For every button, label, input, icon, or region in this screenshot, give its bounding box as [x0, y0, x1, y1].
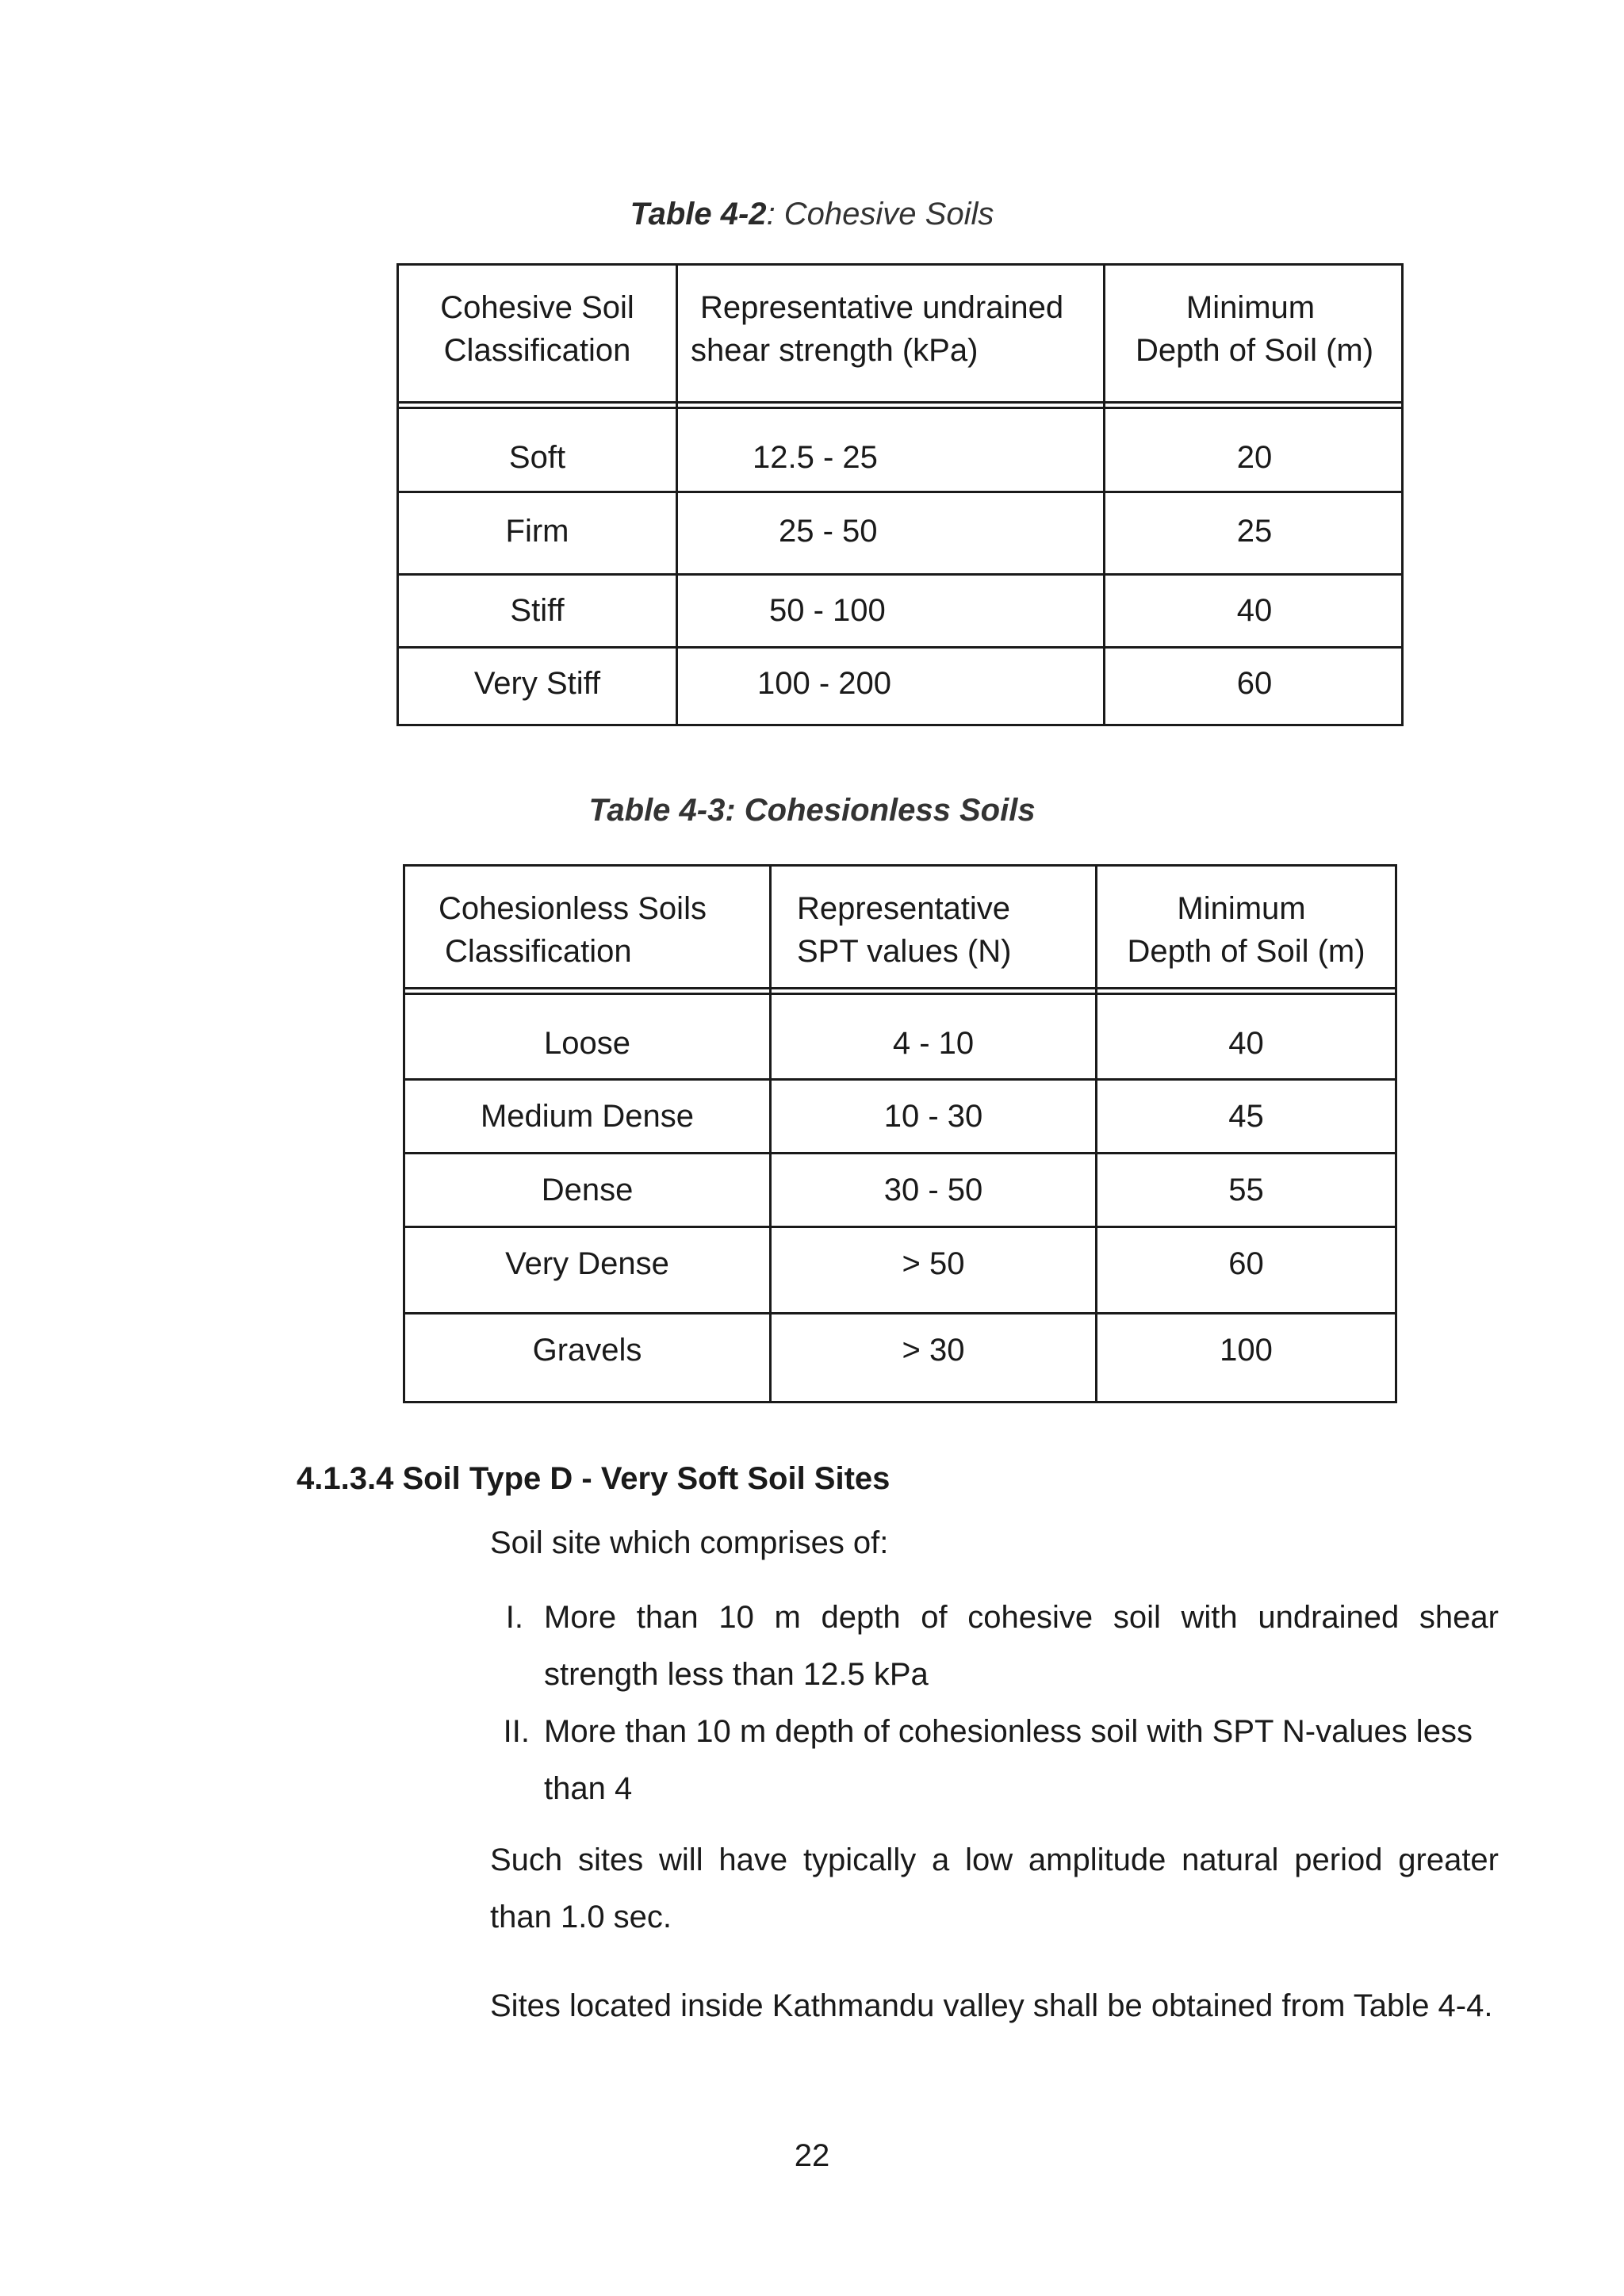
- table-cell: 30 - 50: [883, 1173, 983, 1207]
- paragraph-natural-period: Such sites will have typically a low amplitude natural period greater than 1.0 sec.: [490, 1843, 1499, 1934]
- list-text: More than 10 m depth of cohesionless soil with SPT N-values less than 4: [544, 1714, 1473, 1806]
- table-4-2-caption-title: : Cohesive Soils: [766, 197, 994, 232]
- header-line: Classification: [445, 934, 632, 969]
- paragraph-kathmandu: Sites located inside Kathmandu valley shall be obtained from Table 4-4.: [490, 1988, 1493, 2023]
- table-cell: Gravels: [532, 1333, 642, 1368]
- header-line: Representative undrained: [700, 290, 1064, 325]
- header-line: Cohesionless Soils: [439, 891, 707, 926]
- table-cell: 20: [1236, 440, 1273, 475]
- page-number: 22: [794, 2138, 830, 2173]
- table-cell: 100 - 200: [757, 666, 892, 701]
- section-intro: Soil site which comprises of:: [490, 1525, 889, 1560]
- table-cohesionless-soils: [403, 864, 1397, 1403]
- table-cell: 40: [1236, 593, 1273, 628]
- table-cell: 10 - 30: [883, 1099, 983, 1134]
- table-cell: 45: [1228, 1099, 1264, 1134]
- table-cell: Loose: [544, 1026, 630, 1061]
- table-cell: > 30: [902, 1333, 965, 1368]
- table-cell: 12.5 - 25: [753, 440, 878, 475]
- list-text: More than 10 m depth of cohesive soil with undrained shear strength less than 12.5 kPa: [544, 1600, 1499, 1692]
- table-cell: Medium Dense: [480, 1099, 694, 1134]
- table-cell: > 50: [902, 1246, 965, 1281]
- table-4-3-caption: Table 4-3: Cohesionless Soils: [588, 793, 1036, 828]
- table-cell: 4 - 10: [892, 1026, 975, 1061]
- table-cohesive-soils: [396, 263, 1404, 726]
- table-4-2-caption: [0, 197, 1624, 232]
- table-cell: 100: [1220, 1333, 1273, 1368]
- header-minimum-depth: [1105, 286, 1404, 372]
- header-line: Depth of Soil (m): [1135, 333, 1374, 368]
- list-item: [490, 1589, 1499, 1703]
- table-cell: Very Stiff: [473, 666, 601, 701]
- table-4-2-caption-label: Table 4-2: [630, 197, 767, 232]
- list-item: [490, 1703, 1499, 1817]
- table-cell: 60: [1236, 666, 1273, 701]
- table-cell: Stiff: [510, 593, 565, 628]
- section-heading: 4.1.3.4 Soil Type D - Very Soft Soil Sites: [297, 1461, 891, 1496]
- table-cell: 50 - 100: [769, 593, 886, 628]
- table-cell: 55: [1228, 1173, 1264, 1207]
- header-line: Cohesive Soil: [440, 290, 634, 325]
- table-cell: Firm: [505, 514, 569, 549]
- header-line: SPT values (N): [797, 934, 1012, 969]
- header-cohesive-classification: [399, 286, 676, 372]
- table-cell: 25 - 50: [779, 514, 878, 549]
- list-number: I.: [505, 1600, 523, 1635]
- header-minimum-depth: [1097, 887, 1395, 973]
- header-line: Minimum: [1177, 891, 1306, 926]
- table-cell: 60: [1228, 1246, 1264, 1281]
- header-line: Depth of Soil (m): [1127, 934, 1365, 969]
- header-line: Representative: [797, 891, 1011, 926]
- table-cell: 40: [1228, 1026, 1264, 1061]
- header-line: Classification: [443, 333, 631, 368]
- header-undrained-shear-strength: [691, 286, 1103, 372]
- header-line: Minimum: [1185, 290, 1316, 325]
- header-cohesionless-classification: [439, 887, 769, 973]
- header-spt-values: [797, 887, 1095, 973]
- header-line: shear strength (kPa): [691, 333, 979, 368]
- table-cell: Dense: [541, 1173, 634, 1207]
- table-cell: Very Dense: [505, 1246, 669, 1281]
- list-number: II.: [503, 1714, 530, 1749]
- table-cell: Soft: [508, 440, 566, 475]
- table-cell: 25: [1236, 514, 1273, 549]
